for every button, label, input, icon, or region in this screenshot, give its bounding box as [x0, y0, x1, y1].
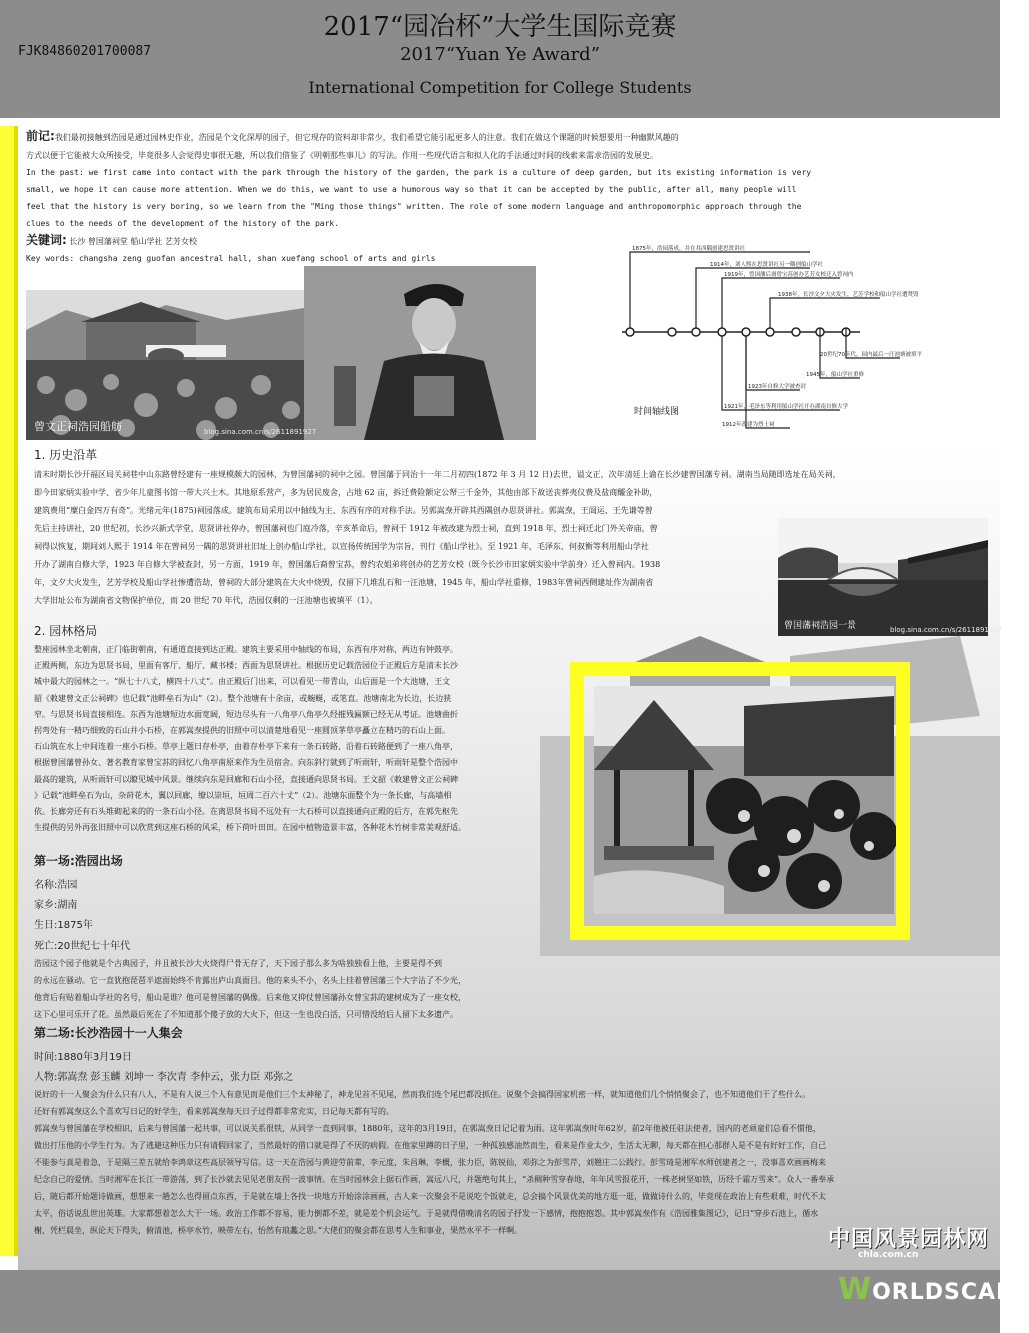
scene2-line: 还好有郭嵩焘这么个喜欢写日记的好学生，看来郭嵩焘每天日子过得都非常充实，日记每天都有写的。	[34, 1107, 394, 1116]
scene1-line: 浩园这个园子他就是个古典园子，并且被长沙大火烧得尸骨无存了，天下园子那么多为啥独独看上他，主要是得不到	[34, 959, 442, 968]
project-code: FJK84860201700087	[18, 44, 152, 59]
timeline-event: 1945年，船山学社重修	[806, 372, 864, 378]
section1-line: 大学旧址公布为湖南省文物保护单位，而 20 世纪 70 年代，浩园仅剩的一汪池塘也被填平（1）。	[34, 596, 378, 605]
section2-line: 正殿两侧，东边为思贤书局，里面有客厅、船厅、藏书楼；西面为思贤讲社。根据历史记载浩园位于正殿后方是清末长沙	[34, 661, 458, 671]
section2-line: 韶《敕建曾文正公祠碑》也记载“池畔垒石为山”（2）。整个池塘有十余亩，或蜿蜒，或笔直。池塘南北为长边，长边狭	[34, 693, 452, 703]
keywords-en: Key words: changsha zeng guofan ancestral hall, shan xuefang school of arts and girls	[26, 254, 436, 263]
section2-line: 城中最大的园林之一。“纵七十八丈，横四十八丈”。由正殿后门出来，可以看见一带青山，山后面是一个大池塘，王文	[34, 677, 451, 687]
timeline-node	[766, 328, 774, 336]
photo-caption-1: 曾文正祠浩园船舫	[34, 420, 122, 433]
scene2-line: 榭，凭栏晨坐，纵论天下得失，俯清池，桥亭水竹，映带左右，怡然有琅蠡之思。”大佬们的聚会都在思考人生和事业，果然水平不一样啊。	[34, 1226, 523, 1235]
preface-en-line2: small, we hope it can cause more attention. When we do this, we want to use a humorous way so that it can be accepted by the public, after all, many people will	[26, 185, 797, 194]
scene1-title: 第一场:浩园出场	[34, 854, 123, 868]
preface-label: 前记:	[26, 129, 55, 143]
photo-watermark-2: blog.sina.com.cn/s/2611891927	[890, 626, 1003, 634]
scene1-died: 死亡:20世纪七十年代	[34, 941, 131, 952]
photo-caption-2: 曾国藩祠浩园一景	[784, 621, 857, 631]
scene2-line: 郭嵩焘与曾国藩在学校相识，后来与曾国藩一起共事，可以说关系很铁，从同学一直到同事，1880年，这年的3月19日，在郭嵩焘日记记着为雨。这年郭嵩焘时年62岁，前2年他被任驻法使者，国内的老顽童们总看不惯他，	[34, 1124, 821, 1133]
scene1-home: 家乡:湖南	[34, 900, 78, 911]
timeline-node	[668, 328, 676, 336]
section2-line: 依。长廊旁还有石头堆砌起来的的一条石山小径。在离思贤书局不远处有一大石桥可以直接通向正殿的后方，在郭先枢先	[34, 807, 458, 817]
preface-en-line3: feel that the history is very boring, so we learn from the "Ming those things" written. The role of some modern language and anthropomorphic approach through the	[26, 202, 802, 211]
scene2-line: 纪念自己的爱情。当时湘军在长江一带游荡，到了长沙就去见见老朋友拐一波事情。在当时园林会上据石作画，嵩远八尺，并题绝句其上，“杀稠种雪穿春地，年年风雪报花开，一株老树坚如铁，历经千霜万雪来”。众人一番奉承	[34, 1175, 835, 1184]
timeline-node	[626, 328, 634, 336]
scene1-line: 这下心里可乐开了花。虽然最后死在了不知道那个傻子放的大火下，但这一生也没白活，只可惜没给后人留下太多遗产。	[34, 1010, 458, 1019]
section1-body	[34, 466, 841, 610]
title-chinese: 2017“园冶杯”大学生国际竞赛	[323, 12, 677, 42]
chla-url: chla.com.cn	[858, 1250, 919, 1260]
photo-garden-pavilion	[26, 290, 304, 440]
timeline-node	[692, 328, 700, 336]
photo-portrait-zeng-guofan	[204, 266, 536, 440]
section1-line: 开办了湖南自修大学，1923 年自修大学被查封，另一方面，1919 年，曾国藩后裔曾宝荪，曾约农姐弟将创办的艺芳女校（既今长沙市田家炳实验中学前身）迁入曾祠内。1938	[34, 560, 661, 569]
scene2-line: 做出打压他的小学生行为。为了逃避这种压力只有请假回家了，当然最好的借口就是得了不厌的病假。在他家里蹲的日子里，一种孤独感油然而生，看来是作业太少，生活太无聊，每天都在担心那群人是不是有好好工作，自己	[34, 1141, 826, 1150]
section1-line: 祠得以恢复，期间刘人熙于 1914 年在曾祠另一隅的思贤讲社旧址上创办船山学社，以宣扬传统国学为宗旨，刊行《船山学社》。至 1921 年，毛泽东、何叔衡等利用船山学社	[34, 542, 649, 551]
timeline-event: 1914年，刘人熙在思贤讲社另一隅创船山学社	[710, 262, 823, 268]
scene1-name: 名称:浩园	[34, 880, 78, 891]
timeline-event: 20世纪70年代，园内最后一汪池塘被填平	[820, 352, 922, 358]
yellow-stripe-edge	[14, 126, 18, 1256]
section1-line: 清末时期长沙开福区局关祠巷中山东路曾经建有一座规模颇大的园林，为曾国藩祠的祠中之园。曾国藩于同治十一年二月初四(1872 年 3 月 12 日)去世，谥文正，次年清廷上谕在长沙建曾国藩专祠。湖南当局随即选址在局关祠，	[34, 470, 841, 479]
scene2-line: 说好的十一人聚会为什么只有八人，不是有人说三个人有意见而是他们三个太神秘了，神龙见首不见尾，然而我们连个尾巴都没抓住。说聚个会搞得国家机密一样，就知道他们几个悄悄聚会了，也不知道他们干了些什么。	[34, 1090, 810, 1099]
chla-logo: 中国风景园林网	[828, 1226, 990, 1252]
scene2-time: 时间:1880年3月19日	[34, 1052, 132, 1063]
section2-line: 》记载“池畔垒石为山，杂莳花木，翼以回廊，缭以崇垣，垣周二百六十丈”（2）。池塘东面整个为一条长廊，与高墙相	[34, 790, 452, 800]
scene2-body	[34, 1086, 974, 1239]
section2-line: 根据曾国藩曾孙女、著名教育家曾宝荪的回忆八角亭南原来作为生员宿舍。向东斜行就到了听雨轩，听雨轩是整个浩园中	[34, 758, 458, 768]
scene2-line: 不能参与真是着急，于是隔三差五就给李鸿章这些高层领导写信。这一天在浩园与黄迎劳前辈，李元度，朱昌琳，李概，张力臣，陈锐仙，邓弥之为彭雪芹，刘翘庄二公践行。彭雪琦是湘军水师创建者之一，没事喜欢画画梅来	[34, 1158, 826, 1167]
scene1-born: 生日:1875年	[34, 920, 93, 931]
subtitle-english: International Competition for College Students	[308, 78, 692, 97]
preface-zh-line2: 方式以便于它能被大众所接受，毕竟很多人会觉得史事很无趣，所以我们借鉴了《明朝那些事儿》的写法。作用一些现代语言和拟人化的手法通过时间的线索来需求浩园的发展史。	[26, 151, 658, 160]
photo-watermark-1: blog.sina.com.cn/s/2611891927	[204, 428, 317, 436]
yellow-stripe	[0, 126, 14, 1256]
section2-line: 拐弯处有一精巧细致的石山并小石桥，在郭嵩焘提供的旧照中可以清楚地看见一座圆顶茅草亭矗立在精巧的石山上面。	[34, 726, 450, 736]
worldscape-logo: WORLDSCAPE	[838, 1272, 1029, 1307]
preface-en-line4: clues to the needs of the development of the history of the park.	[26, 219, 340, 228]
timeline-event: 1921年，毛泽东等利用船山学社开办湖南自修大学	[724, 404, 848, 410]
timeline-title: 时间轴线图	[634, 407, 680, 417]
section2-line: 生提供的另外再张旧照中可以欣赏到这座石桥的风采，桥下荷叶田田。在园中植物造景丰富，各种花木竹树非常美观舒适。	[34, 823, 466, 833]
title-english: 2017“Yuan Ye Award”	[400, 44, 600, 65]
scene1-line: 他背后有贴着船山学社的名号，船山是谁？他可是曾国藩的偶像。后来他又抑仗曾国藩孙女曾宝荪的建树成为了一座女校，	[34, 993, 466, 1002]
timeline-event: 1919年，曾国藩后裔曾宝荪创办艺芳女校迁入曾祠内	[724, 272, 854, 278]
section1-line: 即今田家炳实验中学、省少年儿童图书馆一带大兴土木。其地原系营产，多为居民废舍，占地 62 亩，拆迁费险额定公帑三千金外，其他由部下故送丧葬夷仪费及盐商醵金补助，	[34, 488, 658, 497]
keywords-label: 关键词:	[26, 233, 67, 247]
section2-line: 最高的建筑，从听雨轩可以瞭见城中风景。继续向东是回廊和石山小径，直接通向思贤书局。王文韶《敕建曾文正公祠碑	[34, 774, 458, 784]
scene1-body	[34, 955, 554, 1023]
timeline-event: 1875年，浩园落成，并在其西隅创建思贤讲社	[632, 246, 745, 252]
scene1-line: 的永远在骚动。它一直犹抱琵琶半遮面始终不肯露出庐山真面目。他的来头不小，名头上挂着曾国藩三个大字沾了不少光，	[34, 976, 466, 985]
section1-line: 先后主持讲社，20 世纪初，长沙兴新式学堂，思贤讲社停办，曾国藩祠也门庭冷落，辛亥革命后，曾祠于 1912 年被改建为烈士祠，直到 1918 年，烈士祠迁北门外关帝庙，曾	[34, 524, 658, 533]
timeline-node	[792, 328, 800, 336]
timeline-event: 1938年，长沙文夕大火发生，艺芳学校和船山学社遭焚毁	[778, 292, 919, 298]
section1-title: 1. 历史沿革	[34, 448, 98, 462]
timeline-node	[742, 328, 750, 336]
section1-line: 建筑费用“糜白金四万有奇”。光绪元年(1875)祠园落成。建筑布局采用以中轴线为主、东西有序的对称手法。另郭嵩焘开辟其西隅创办思贤讲社。郭嵩焘，王闿运、王先谦等曾	[34, 506, 653, 515]
scene2-people: 人物:郭嵩焘 彭玉麟 刘坤一 李次青 李仲云，张力臣 邓弥之	[34, 1072, 294, 1083]
timeline-event: 1912年改建为烈士祠	[722, 422, 775, 428]
scene2-title: 第二场:长沙浩园十一人集会	[34, 1026, 183, 1040]
section2-line: 石山筑在水上中间连着一座小石桥。草亭上题曰存朴亭，由着存朴亭下来有一条石砖路，沿着石砖路便到了一座八角亭，	[34, 742, 458, 752]
scene2-line: 后，随后都开始题诗做画，想想来一趟怎么也得留点东西，于是就在墙上各找一块地方开始涂涂画画，古人来一次聚会不是说吃个饭就走，总会搞个风景优美的地方逛一逛，做做诗什么的，毕竟现在政治上有些艰难，时代不太	[34, 1192, 826, 1201]
timeline-event: 1923年自修大学被查封	[748, 384, 806, 390]
yellow-photo-frame	[570, 662, 910, 940]
preface-en-line1: In the past: we first came into contact with the park through the history of the garden, the park is a culture of deep garden, but its existing information is very	[26, 168, 812, 177]
timeline-diagram	[610, 238, 990, 458]
section2-line: 整座园林坐北朝南，正门临街朝南，有通道直接到达正殿。建筑主要采用中轴线的布局，东西有序对称，两边有钟鼓亭。	[34, 645, 458, 654]
timeline-node	[718, 328, 726, 336]
section2-title: 2. 园林格局	[34, 624, 98, 638]
scene2-line: 太平，俗话说乱世出英雄。大家都想着怎么大干一场。政治工作都不容易，能力倒都不差，就是差个机会运气。于是就得借晚清名的园子抒发一下感情，抱抱抱怨。其中郭嵩焘作有《浩园雅集图记》，记曰“穿步石池上，循水	[34, 1209, 819, 1218]
preface-zh-line1: 前记:我们最初接触到浩园是通过园林史作业，浩园是个文化深厚的园子，但它现存的资料却非常少，我们希望它能引起更多人的注意。我们在做这个课题的时候想要用一种幽默风趣的	[26, 129, 679, 143]
keywords-zh: 关键词: 长沙 曾国藩祠堂 船山学社 艺芳女校	[26, 233, 197, 247]
section1-line: 年，文夕大火发生，艺芳学校及船山学社惨遭浩劫，曾祠的大部分建筑在大火中烧毁，仅留下几堆乱石和一汪池塘，1945 年，船山学社重修，1983年曾祠西侧建址作为湖南省	[34, 578, 654, 587]
section2-line: 窄。与思贤书局直接相连。东西为池塘短边水面宽阔，短边尽头有一八角亭八角亭久经摧残匾额已经无从考证。池塘曲折	[34, 709, 458, 719]
section2-body	[34, 642, 554, 836]
